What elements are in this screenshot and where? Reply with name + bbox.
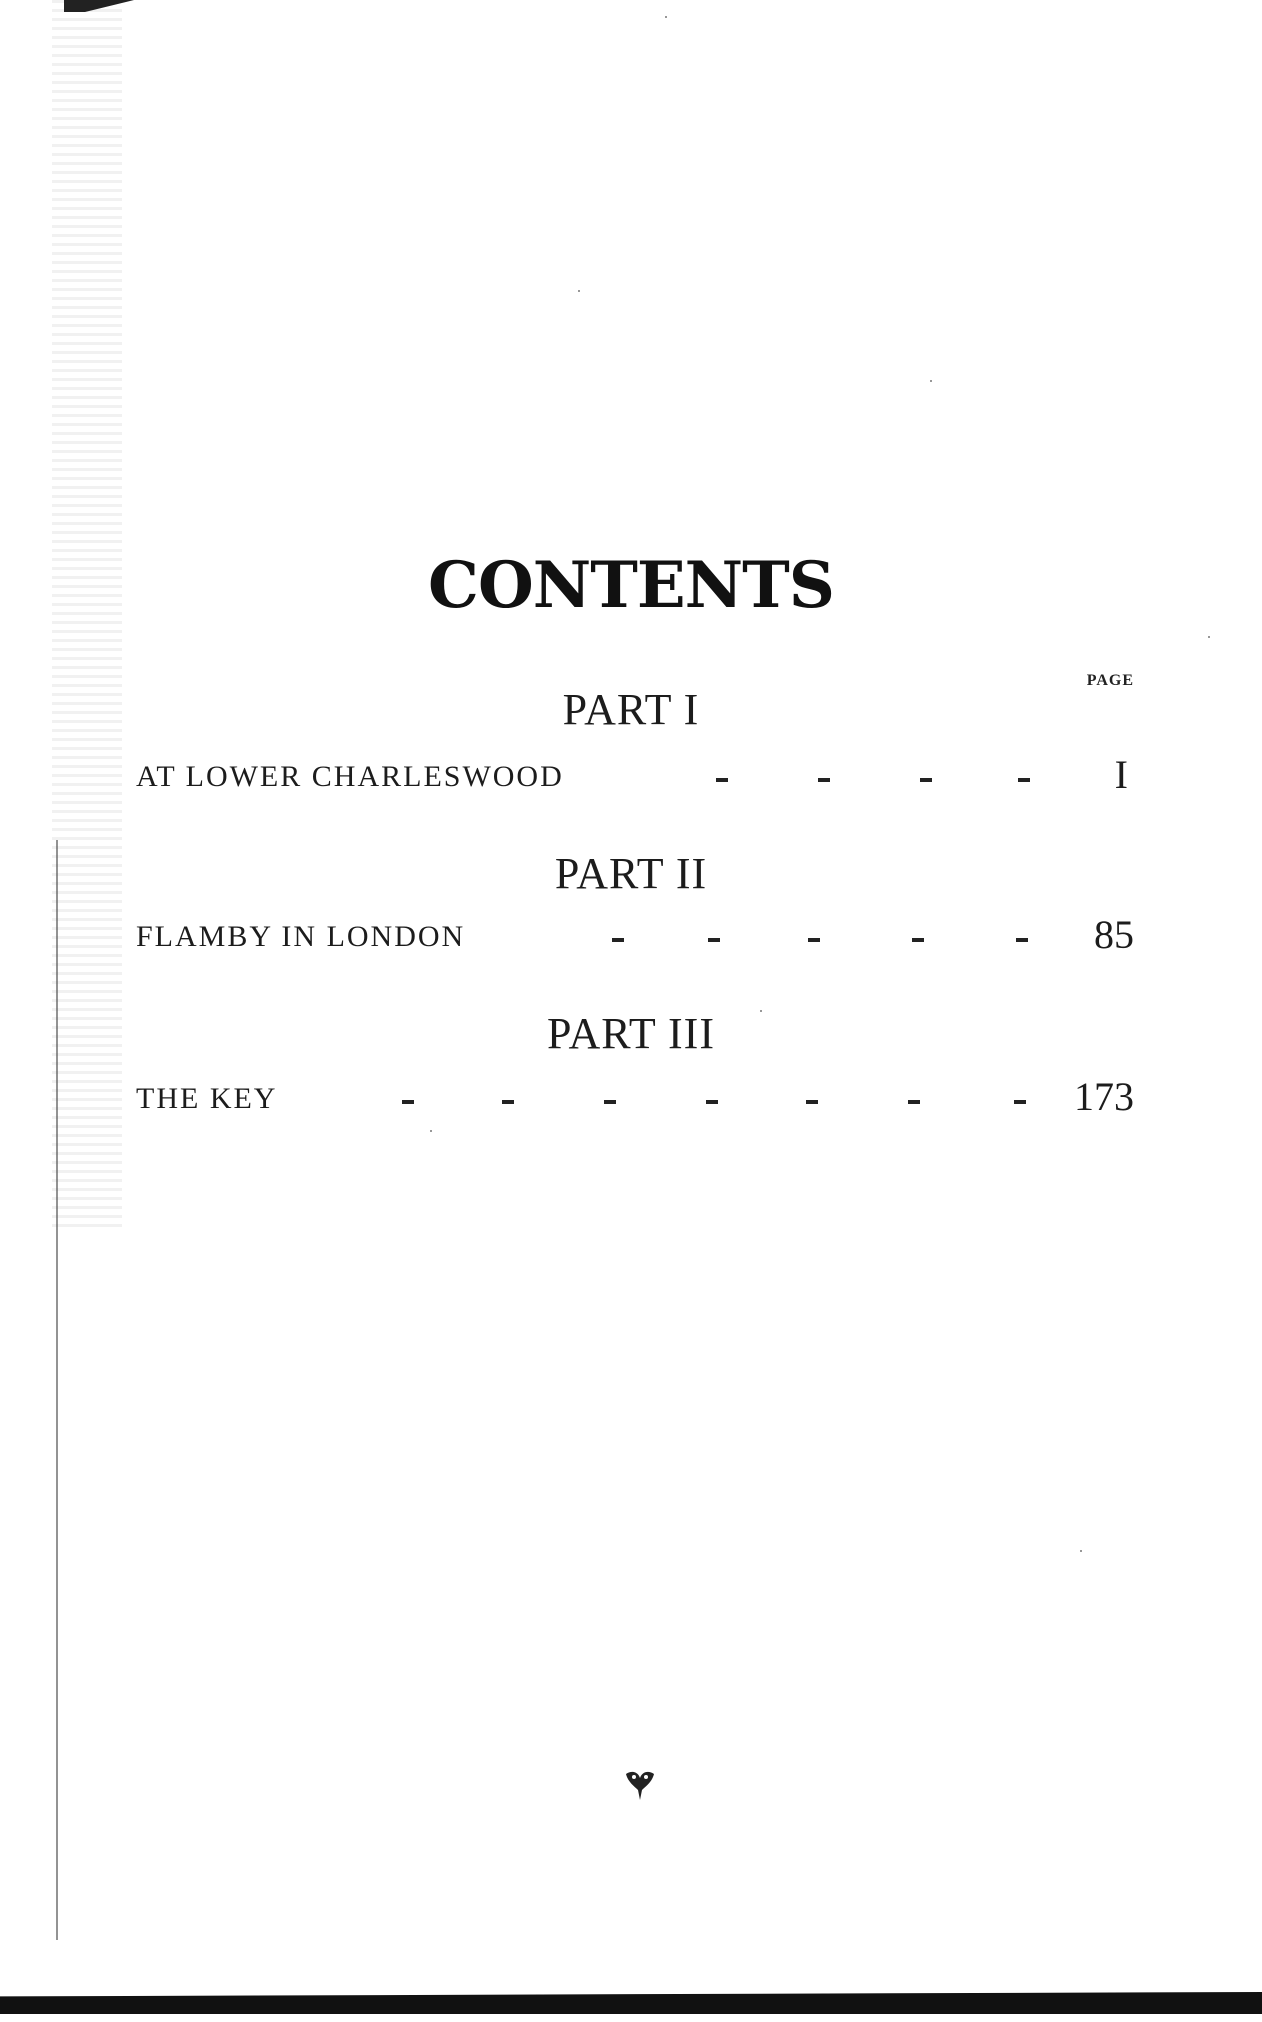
toc-entry-3-leader <box>402 1072 1024 1120</box>
toc-entry-2[interactable] <box>136 910 1134 958</box>
part-2-heading: PART II <box>554 849 708 898</box>
toc-entry-3-title: THE KEY <box>136 1082 278 1115</box>
toc-entry-3-page: 173 <box>1074 1074 1134 1119</box>
part-1-heading: PART I <box>562 685 700 734</box>
toc-entry-1-page: I <box>1114 752 1128 797</box>
toc-entry-1[interactable] <box>136 750 1134 798</box>
binding-shadow-line <box>56 840 58 1940</box>
toc-entry-1-title: AT LOWER CHARLESWOOD <box>136 760 564 793</box>
contents-title: CONTENTS <box>428 548 834 623</box>
part-3-heading: PART III <box>547 1009 715 1058</box>
page-column-label: PAGE <box>1086 672 1134 689</box>
toc-entry-3[interactable] <box>136 1072 1134 1120</box>
toc-entry-1-leader <box>716 750 1024 798</box>
toc-entry-2-page: 85 <box>1094 912 1134 957</box>
toc-entry-2-leader <box>612 910 1024 958</box>
toc-entry-2-title: FLAMBY IN LONDON <box>136 920 466 953</box>
fleuron-icon <box>624 1770 656 1804</box>
bottom-edge-rule <box>0 1992 1262 2014</box>
